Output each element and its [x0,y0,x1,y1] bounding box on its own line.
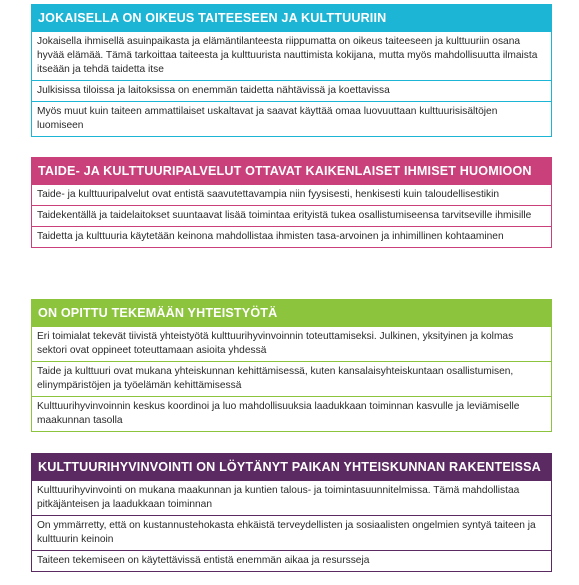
list-item: Taide ja kulttuuri ovat mukana yhteiskunnan kehittämisessä, kuten kansalaisyhteiskuntaan osallistumisen, elinympäristöjen ja työelämän kehittämisessä [32,362,551,397]
section-items [31,327,552,432]
section-structures [31,453,552,572]
section-title: TAIDE- JA KULTTUURIPALVELUT OTTAVAT KAIKENLAISET IHMISET HUOMIOON [31,157,552,185]
list-item: Taidetta ja kulttuuria käytetään keinona mahdollistaa ihmisten tasa-arvoinen ja inhimillinen kohtaaminen [32,227,551,248]
section-title: KULTTUURIHYVINVOINTI ON LÖYTÄNYT PAIKAN YHTEISKUNNAN RAKENTEISSA [31,453,552,481]
list-item: Kulttuurihyvinvointi on mukana maakunnan ja kuntien talous- ja toimintasuunnitelmissa. Tämä mahdollistaa pitkäjänteisen ja laadukkaan toiminnan [32,481,551,516]
section-services [31,157,552,248]
list-item: Julkisissa tiloissa ja laitoksissa on enemmän taidetta nähtävissä ja koettavissa [32,81,551,102]
section-items [31,481,552,572]
section-items [31,32,552,137]
list-item: On ymmärretty, että on kustannustehokasta ehkäistä terveydellisten ja sosiaalisten ongelmien syntyä taiteen ja kulttuurin keinoin [32,516,551,551]
list-item: Eri toimialat tekevät tiivistä yhteistyötä kulttuurihyvinvoinnin toteuttamiseksi. Julkinen, yksityinen ja kolmas sektori ovat oppineet toteuttamaan asioita yhdessä [32,327,551,362]
section-cooperation [31,299,552,432]
list-item: Kulttuurihyvinvoinnin keskus koordinoi ja luo mahdollisuuksia laadukkaan toiminnan kasvulle ja leviämiselle maakunnan tasolla [32,397,551,432]
section-rights [31,4,552,137]
list-item: Myös muut kuin taiteen ammattilaiset uskaltavat ja saavat käyttää omaa luovuuttaan kulttuurisisältöjen luomiseen [32,102,551,137]
list-item: Taidekentällä ja taidelaitokset suuntaavat lisää toimintaa erityistä tukea osallistumiseensa tarvitseville ihmisille [32,206,551,227]
list-item: Taiteen tekemiseen on käytettävissä entistä enemmän aikaa ja resursseja [32,551,551,572]
section-title: ON OPITTU TEKEMÄÄN YHTEISTYÖTÄ [31,299,552,327]
list-item: Jokaisella ihmisellä asuinpaikasta ja elämäntilanteesta riippumatta on oikeus taiteeseen ja kulttuuriin osana hyvää elämää. Tämä tarkoittaa taiteesta ja kulttuurista nauttimista kokijana, mutta myös mahdollisuutta ilmaista itseään ja tehdä taidetta itse [32,32,551,81]
section-items [31,185,552,248]
section-title: JOKAISELLA ON OIKEUS TAITEESEEN JA KULTTUURIIN [31,4,552,32]
list-item: Taide- ja kulttuuripalvelut ovat entistä saavutettavampia niin fyysisesti, henkisesti kuin taloudellisestikin [32,185,551,206]
